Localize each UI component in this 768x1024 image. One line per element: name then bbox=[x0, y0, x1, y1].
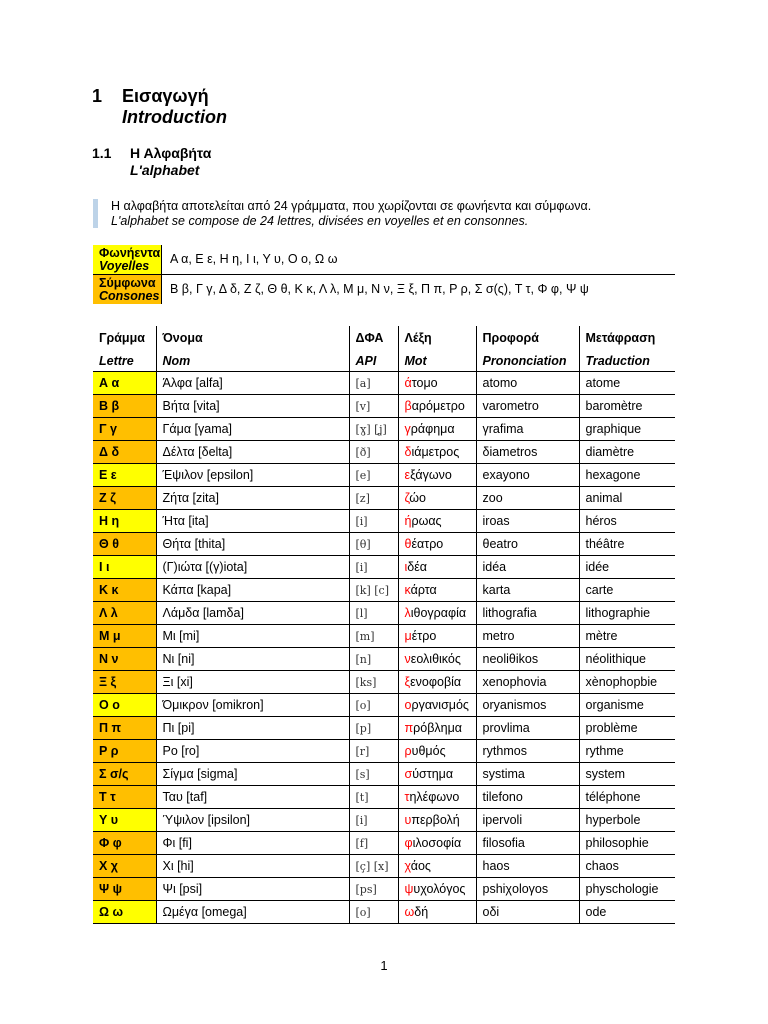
translation-cell: system bbox=[579, 763, 675, 786]
word-rest: ργανισμός bbox=[411, 698, 469, 712]
header-ipa-fr: API bbox=[349, 350, 398, 372]
section-title-greek: Εισαγωγή bbox=[122, 86, 209, 106]
word-first-letter: θ bbox=[404, 537, 412, 551]
translation-cell: théâtre bbox=[579, 533, 675, 556]
name-cell: Γάμα [γama] bbox=[156, 418, 349, 441]
letter-cell: Θ θ bbox=[93, 533, 156, 556]
word-first-letter: ψ bbox=[404, 882, 414, 896]
ipa-cell: [n] bbox=[349, 648, 398, 671]
word-cell bbox=[398, 372, 476, 395]
letter-cell: Φ φ bbox=[93, 832, 156, 855]
letter-cell: Λ λ bbox=[93, 602, 156, 625]
word-first-letter: ξ bbox=[404, 675, 411, 689]
name-cell: Ψι [psi] bbox=[156, 878, 349, 901]
letter-cell: Χ χ bbox=[93, 855, 156, 878]
header-word: Λέξη bbox=[398, 326, 476, 350]
word-first-letter: τ bbox=[404, 790, 410, 804]
translation-cell: téléphone bbox=[579, 786, 675, 809]
name-cell: Έψιλον [epsilon] bbox=[156, 464, 349, 487]
word-first-letter: π bbox=[404, 721, 414, 735]
section-title-french: Introduction bbox=[122, 107, 227, 127]
word-cell bbox=[398, 533, 476, 556]
word-cell bbox=[398, 464, 476, 487]
pronunciation-cell: atomo bbox=[476, 372, 579, 395]
header-translation: Μετάφραση bbox=[579, 326, 675, 350]
pronunciation-cell: lithografia bbox=[476, 602, 579, 625]
word-cell bbox=[398, 579, 476, 602]
word-cell bbox=[398, 786, 476, 809]
ipa-cell: [a] bbox=[349, 372, 398, 395]
quote-greek: Η αλφαβήτα αποτελείται από 24 γράμματα, που χωρίζονται σε φωνήεντα και σύμφωνα. bbox=[111, 199, 592, 213]
name-cell: Κάπα [kapa] bbox=[156, 579, 349, 602]
word-cell bbox=[398, 694, 476, 717]
word-first-letter: γ bbox=[404, 422, 411, 436]
subsection-number: 1.1 bbox=[92, 145, 112, 161]
table-row bbox=[93, 832, 675, 855]
alphabet-table-body bbox=[93, 372, 675, 924]
ipa-cell: [i] bbox=[349, 510, 398, 533]
ipa-cell: [ps] bbox=[349, 878, 398, 901]
ipa-cell: [v] bbox=[349, 395, 398, 418]
translation-cell: baromètre bbox=[579, 395, 675, 418]
translation-cell: néolithique bbox=[579, 648, 675, 671]
header-pronunciation: Προφορά bbox=[476, 326, 579, 350]
word-first-letter: λ bbox=[404, 606, 411, 620]
translation-cell: hyperbole bbox=[579, 809, 675, 832]
letter-cell: Α α bbox=[93, 372, 156, 395]
ipa-cell: [ç] [x] bbox=[349, 855, 398, 878]
ipa-cell: [o] bbox=[349, 694, 398, 717]
pronunciation-cell: δiametros bbox=[476, 441, 579, 464]
translation-cell: problème bbox=[579, 717, 675, 740]
translation-cell: physchologie bbox=[579, 878, 675, 901]
pronunciation-cell: pshiχoloγos bbox=[476, 878, 579, 901]
word-rest: ράφημα bbox=[410, 422, 455, 436]
table-row bbox=[93, 717, 675, 740]
alphabet-table bbox=[93, 326, 675, 924]
translation-cell: mètre bbox=[579, 625, 675, 648]
word-first-letter: ε bbox=[404, 468, 411, 482]
name-cell: Όμικρον [omikron] bbox=[156, 694, 349, 717]
word-rest: έατρο bbox=[411, 537, 444, 551]
pronunciation-cell: xenophovia bbox=[476, 671, 579, 694]
translation-cell: chaos bbox=[579, 855, 675, 878]
name-cell: Σίγμα [sigma] bbox=[156, 763, 349, 786]
translation-cell: idée bbox=[579, 556, 675, 579]
section-heading bbox=[92, 86, 227, 128]
table-row bbox=[93, 901, 675, 924]
word-rest: έτρο bbox=[411, 629, 437, 643]
word-rest: δή bbox=[414, 905, 429, 919]
word-rest: ύστημα bbox=[412, 767, 454, 781]
name-cell: Ωμέγα [omega] bbox=[156, 901, 349, 924]
name-cell: Λάμδα [lamδa] bbox=[156, 602, 349, 625]
pronunciation-cell: idéa bbox=[476, 556, 579, 579]
subsection-title-greek: Η Αλφαβήτα bbox=[130, 145, 212, 161]
ipa-cell: [r] bbox=[349, 740, 398, 763]
word-rest: ενοφοβία bbox=[410, 675, 462, 689]
header-word-fr: Mot bbox=[398, 350, 476, 372]
word-cell bbox=[398, 901, 476, 924]
word-rest: ιάμετρος bbox=[411, 445, 460, 459]
quote-french: L'alphabet se compose de 24 lettres, divisées en voyelles et en consonnes. bbox=[111, 213, 529, 228]
translation-cell: ode bbox=[579, 901, 675, 924]
word-cell bbox=[398, 602, 476, 625]
name-cell: Μι [mi] bbox=[156, 625, 349, 648]
word-rest: ρωας bbox=[411, 514, 442, 528]
subsection-heading bbox=[92, 145, 211, 179]
letter-cell: Δ δ bbox=[93, 441, 156, 464]
table-row bbox=[93, 648, 675, 671]
word-first-letter: φ bbox=[404, 836, 413, 850]
intro-quote bbox=[93, 199, 691, 228]
letter-cell: Ο ο bbox=[93, 694, 156, 717]
word-cell bbox=[398, 717, 476, 740]
letter-cell: Ε ε bbox=[93, 464, 156, 487]
ipa-cell: [ks] bbox=[349, 671, 398, 694]
word-cell bbox=[398, 487, 476, 510]
translation-cell: carte bbox=[579, 579, 675, 602]
word-rest: δέα bbox=[407, 560, 428, 574]
table-row bbox=[93, 625, 675, 648]
header-pronunciation-fr: Prononciation bbox=[476, 350, 579, 372]
vowels-label bbox=[93, 245, 162, 275]
letter-cell: Ψ ψ bbox=[93, 878, 156, 901]
page-number: 1 bbox=[380, 958, 388, 973]
name-cell: Δέλτα [δelta] bbox=[156, 441, 349, 464]
pronunciation-cell: exayono bbox=[476, 464, 579, 487]
ipa-cell: [i] bbox=[349, 556, 398, 579]
word-first-letter: ο bbox=[404, 698, 412, 712]
word-rest: ιλοσοφία bbox=[412, 836, 462, 850]
header-translation-fr: Traduction bbox=[579, 350, 675, 372]
section-number: 1 bbox=[92, 86, 103, 106]
name-cell: Ήτα [ita] bbox=[156, 510, 349, 533]
word-rest: άος bbox=[410, 859, 431, 873]
pronunciation-cell: θeatro bbox=[476, 533, 579, 556]
word-cell bbox=[398, 671, 476, 694]
word-first-letter: ν bbox=[404, 652, 411, 666]
word-rest: τομο bbox=[411, 376, 438, 390]
subsection-title-french: L'alphabet bbox=[130, 162, 200, 178]
letter-classes-table bbox=[93, 245, 675, 304]
translation-cell: graphique bbox=[579, 418, 675, 441]
letter-cell: Ν ν bbox=[93, 648, 156, 671]
name-cell: Ύψιλον [ipsilon] bbox=[156, 809, 349, 832]
table-row bbox=[93, 395, 675, 418]
ipa-cell: [l] bbox=[349, 602, 398, 625]
name-cell: Βήτα [vita] bbox=[156, 395, 349, 418]
name-cell: Ξι [xi] bbox=[156, 671, 349, 694]
word-rest: ξάγωνο bbox=[410, 468, 452, 482]
word-rest: ρόβλημα bbox=[413, 721, 463, 735]
ipa-cell: [θ] bbox=[349, 533, 398, 556]
ipa-cell: [k] [c] bbox=[349, 579, 398, 602]
translation-cell: hexagone bbox=[579, 464, 675, 487]
word-cell bbox=[398, 648, 476, 671]
letter-cell: Ω ω bbox=[93, 901, 156, 924]
letter-cell: Π π bbox=[93, 717, 156, 740]
word-first-letter: ζ bbox=[404, 491, 410, 505]
letter-cell: Μ μ bbox=[93, 625, 156, 648]
letter-cell: Ξ ξ bbox=[93, 671, 156, 694]
word-cell bbox=[398, 395, 476, 418]
pronunciation-cell: ipervoli bbox=[476, 809, 579, 832]
word-first-letter: σ bbox=[404, 767, 413, 781]
word-first-letter: υ bbox=[404, 813, 412, 827]
table-row bbox=[93, 878, 675, 901]
ipa-cell: [t] bbox=[349, 786, 398, 809]
word-first-letter: ρ bbox=[404, 744, 412, 758]
name-cell: Πι [pi] bbox=[156, 717, 349, 740]
translation-cell: xènophopbie bbox=[579, 671, 675, 694]
table-row bbox=[93, 579, 675, 602]
vowels-label-french: Voyelles bbox=[99, 258, 150, 273]
translation-cell: diamètre bbox=[579, 441, 675, 464]
word-first-letter: χ bbox=[404, 859, 411, 873]
vowels-list: Α α, Ε ε, Η η, Ι ι, Υ υ, Ο ο, Ω ω bbox=[162, 245, 676, 275]
name-cell: Φι [fi] bbox=[156, 832, 349, 855]
word-first-letter: ι bbox=[404, 560, 408, 574]
word-first-letter: β bbox=[404, 399, 412, 413]
table-row bbox=[93, 464, 675, 487]
word-rest: ώο bbox=[409, 491, 426, 505]
table-row bbox=[93, 602, 675, 625]
letter-cell: Η η bbox=[93, 510, 156, 533]
header-letter: Γράμμα bbox=[99, 331, 145, 345]
table-row bbox=[93, 556, 675, 579]
word-cell bbox=[398, 510, 476, 533]
consonants-row bbox=[93, 275, 675, 305]
word-cell bbox=[398, 855, 476, 878]
pronunciation-cell: karta bbox=[476, 579, 579, 602]
translation-cell: atome bbox=[579, 372, 675, 395]
letter-cell: Κ κ bbox=[93, 579, 156, 602]
pronunciation-cell: provlima bbox=[476, 717, 579, 740]
header-name-fr: Nom bbox=[156, 350, 349, 372]
pronunciation-cell: rythmos bbox=[476, 740, 579, 763]
name-cell: Ρο [ro] bbox=[156, 740, 349, 763]
name-cell: Χι [hi] bbox=[156, 855, 349, 878]
letter-cell: Ι ι bbox=[93, 556, 156, 579]
name-cell: Ζήτα [zita] bbox=[156, 487, 349, 510]
pronunciation-cell: iroas bbox=[476, 510, 579, 533]
word-rest: ηλέφωνο bbox=[409, 790, 460, 804]
pronunciation-cell: οδi bbox=[476, 901, 579, 924]
name-cell: Νι [ni] bbox=[156, 648, 349, 671]
word-cell bbox=[398, 625, 476, 648]
word-cell bbox=[398, 878, 476, 901]
translation-cell: rythme bbox=[579, 740, 675, 763]
word-cell bbox=[398, 763, 476, 786]
word-rest: υχολόγος bbox=[413, 882, 466, 896]
table-row bbox=[93, 763, 675, 786]
name-cell: Ταυ [taf] bbox=[156, 786, 349, 809]
ipa-cell: [i] bbox=[349, 809, 398, 832]
consonants-label-greek: Σύμφωνα bbox=[99, 275, 156, 290]
consonants-label bbox=[93, 275, 162, 305]
translation-cell: organisme bbox=[579, 694, 675, 717]
word-rest: αρόμετρο bbox=[411, 399, 465, 413]
word-rest: υθμός bbox=[411, 744, 446, 758]
header-row-french bbox=[93, 350, 675, 372]
header-name: Όνομα bbox=[156, 326, 349, 350]
pronunciation-cell: filosofia bbox=[476, 832, 579, 855]
ipa-cell: [e] bbox=[349, 464, 398, 487]
letter-cell: Β β bbox=[93, 395, 156, 418]
letter-cell: Γ γ bbox=[93, 418, 156, 441]
table-row bbox=[93, 510, 675, 533]
consonants-label-french: Consones bbox=[99, 288, 160, 303]
letter-cell: Τ τ bbox=[93, 786, 156, 809]
word-first-letter: κ bbox=[404, 583, 411, 597]
pronunciation-cell: γrafima bbox=[476, 418, 579, 441]
word-first-letter: ά bbox=[404, 376, 412, 390]
word-first-letter: μ bbox=[404, 629, 412, 643]
letter-cell: Ζ ζ bbox=[93, 487, 156, 510]
table-row bbox=[93, 809, 675, 832]
word-first-letter: ή bbox=[404, 514, 412, 528]
word-rest: ιθογραφία bbox=[410, 606, 467, 620]
vowels-label-greek: Φωνήεντα bbox=[99, 245, 161, 260]
word-cell bbox=[398, 441, 476, 464]
translation-cell: philosophie bbox=[579, 832, 675, 855]
letter-cell: Ρ ρ bbox=[93, 740, 156, 763]
word-cell bbox=[398, 832, 476, 855]
pronunciation-cell: systima bbox=[476, 763, 579, 786]
table-row bbox=[93, 694, 675, 717]
letter-cell: Σ σ/ς bbox=[93, 763, 156, 786]
header-ipa: ΔΦΑ bbox=[349, 326, 398, 350]
word-rest: εολιθικός bbox=[410, 652, 461, 666]
table-row bbox=[93, 487, 675, 510]
word-rest: περβολή bbox=[411, 813, 460, 827]
table-row bbox=[93, 533, 675, 556]
ipa-cell: [s] bbox=[349, 763, 398, 786]
word-first-letter: ω bbox=[404, 905, 415, 919]
word-cell bbox=[398, 418, 476, 441]
header-letter-fr: Lettre bbox=[93, 350, 156, 372]
translation-cell: animal bbox=[579, 487, 675, 510]
name-cell: Θήτα [thita] bbox=[156, 533, 349, 556]
ipa-cell: [ð] bbox=[349, 441, 398, 464]
consonants-list: Β β, Γ γ, Δ δ, Ζ ζ, Θ θ, Κ κ, Λ λ, Μ μ, Ν ν, Ξ ξ, Π π, Ρ ρ, Σ σ(ς), Τ τ, Φ φ, Ψ ψ bbox=[170, 282, 589, 296]
ipa-cell: [ɣ] [ʝ] bbox=[349, 418, 398, 441]
letter-cell: Υ υ bbox=[93, 809, 156, 832]
word-cell bbox=[398, 740, 476, 763]
name-cell: (Γ)ιώτα [(γ)iota] bbox=[156, 556, 349, 579]
table-row bbox=[93, 372, 675, 395]
pronunciation-cell: metro bbox=[476, 625, 579, 648]
table-row bbox=[93, 418, 675, 441]
word-cell bbox=[398, 556, 476, 579]
name-cell: Άλφα [alfa] bbox=[156, 372, 349, 395]
translation-cell: lithographie bbox=[579, 602, 675, 625]
table-row bbox=[93, 441, 675, 464]
pronunciation-cell: neoliθikos bbox=[476, 648, 579, 671]
pronunciation-cell: zoo bbox=[476, 487, 579, 510]
ipa-cell: [z] bbox=[349, 487, 398, 510]
word-cell bbox=[398, 809, 476, 832]
word-rest: άρτα bbox=[410, 583, 437, 597]
pronunciation-cell: varometro bbox=[476, 395, 579, 418]
vowels-row bbox=[93, 245, 675, 275]
ipa-cell: [p] bbox=[349, 717, 398, 740]
ipa-cell: [m] bbox=[349, 625, 398, 648]
table-row bbox=[93, 786, 675, 809]
translation-cell: héros bbox=[579, 510, 675, 533]
pronunciation-cell: tilefono bbox=[476, 786, 579, 809]
header-row-greek bbox=[93, 326, 675, 350]
ipa-cell: [f] bbox=[349, 832, 398, 855]
pronunciation-cell: haos bbox=[476, 855, 579, 878]
word-first-letter: δ bbox=[404, 445, 412, 459]
pronunciation-cell: oryanismos bbox=[476, 694, 579, 717]
table-row bbox=[93, 855, 675, 878]
ipa-cell: [o] bbox=[349, 901, 398, 924]
table-row bbox=[93, 740, 675, 763]
table-row bbox=[93, 671, 675, 694]
